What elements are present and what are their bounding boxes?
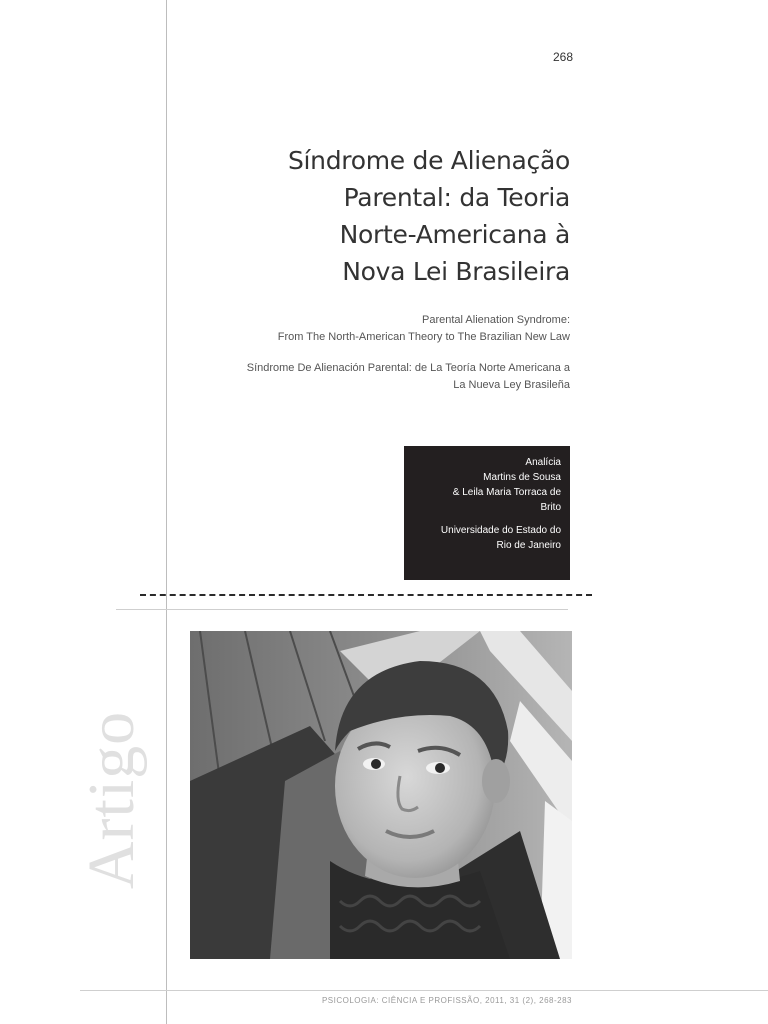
horizontal-rule (116, 609, 568, 610)
title-line: Parental: da Teoria (343, 183, 570, 212)
author-line: & Leila Maria Torraca de (452, 487, 561, 498)
author-box (404, 446, 570, 580)
footer-rule (80, 990, 768, 991)
english-title (200, 312, 570, 346)
author-line: Martins de Sousa (483, 472, 561, 483)
author-affiliation (404, 523, 561, 553)
author-names (404, 455, 561, 515)
title-line: Norte-Americana à (339, 220, 570, 249)
title-line: Nova Lei Brasileira (342, 257, 570, 286)
article-title (250, 142, 570, 290)
margin-vertical-rule (166, 0, 167, 1024)
english-title-line: From The North-American Theory to The Brazilian New Law (277, 331, 570, 343)
spanish-title (200, 360, 570, 394)
spanish-title-line: Síndrome De Alienación Parental: de La Teoría Norte Americana a (246, 362, 570, 374)
journal-footer: PSICOLOGIA: CIÊNCIA E PROFISSÃO, 2011, 31 (2), 268-283 (321, 996, 572, 1005)
page-number: 268 (552, 50, 573, 64)
title-line: Síndrome de Alienação (287, 146, 570, 175)
affiliation-line: Rio de Janeiro (496, 540, 561, 551)
english-title-line: Parental Alienation Syndrome: (422, 314, 570, 326)
section-label: Artigo (75, 710, 148, 890)
spanish-title-line: La Nueva Ley Brasileña (453, 379, 570, 391)
author-line: Brito (540, 502, 561, 513)
author-line: Analícia (525, 457, 561, 468)
affiliation-line: Universidade do Estado do (440, 525, 561, 536)
dashed-divider (140, 594, 592, 596)
photo-boy-portrait (190, 631, 572, 959)
